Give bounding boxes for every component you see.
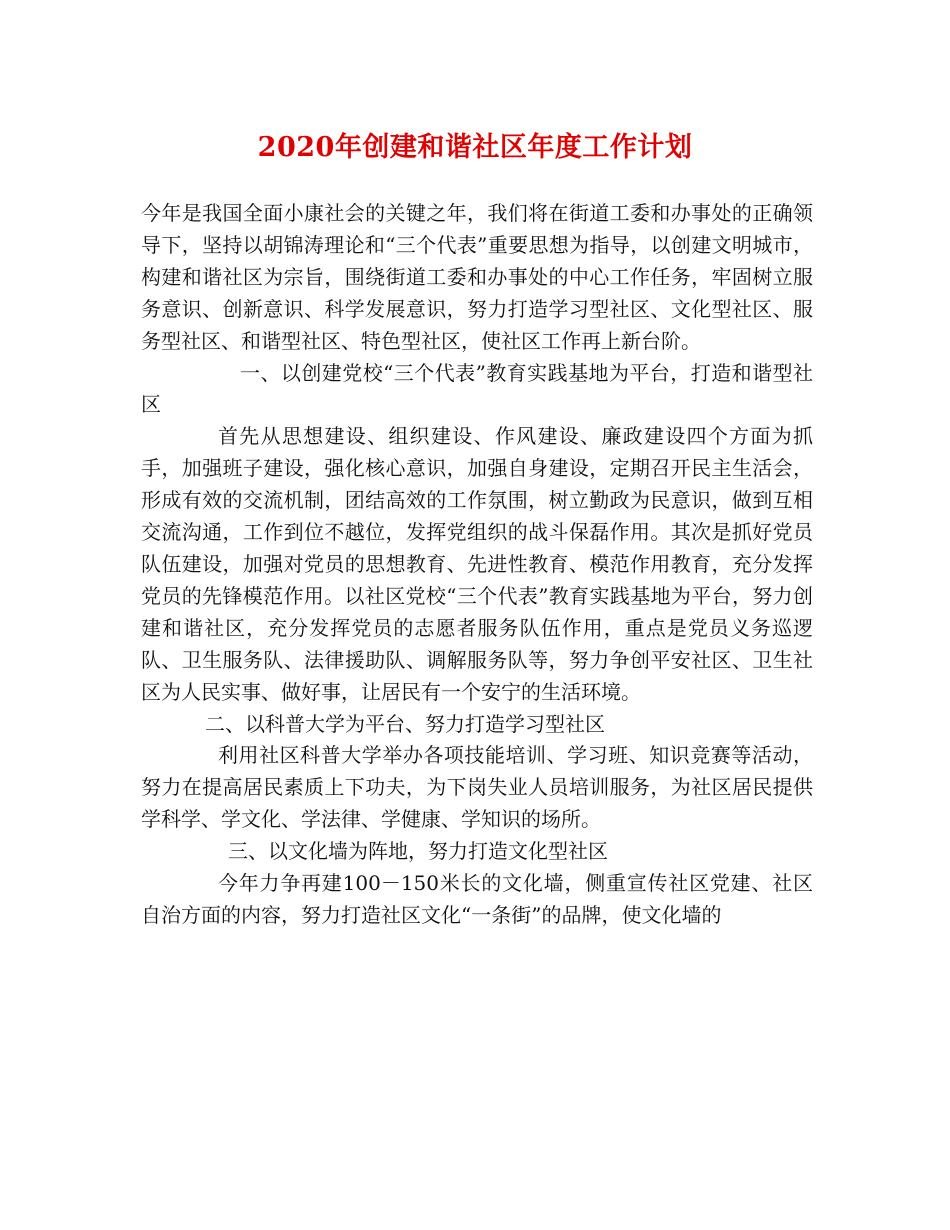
- paragraph-section-2: 利用社区科普大学举办各项技能培训、学习班、知识竞赛等活动，努力在提高居民素质上下功夫，为下岗失业人员培训服务，为社区居民提供学科学、学文化、学法律、学健康、学知识的场所。: [141, 743, 813, 832]
- section-heading-1: 一、以创建党校“三个代表”教育实践基地为平台，打造和谐型社区: [141, 360, 813, 417]
- paragraph-section-3: 今年力争再建100－150米长的文化墙，侧重宣传社区党建、社区自治方面的内容，努力打造社区文化“一条街”的品牌，使文化墙的: [141, 871, 813, 927]
- paragraph-section-1: 首先从思想建设、组织建设、作风建设、廉政建设四个方面为抓手，加强班子建设，强化核心意识，加强自身建设，定期召开民主生活会，形成有效的交流机制，团结高效的工作氛围，树立勤政为民意识，做到互相交流沟通，工作到位不越位，发挥党组织的战斗保磊作用。其次是抓好党员队伍建设，加强对党员的思想教育、先进性教育、模范作用教育，充分发挥党员的先锋模范作用。以社区党校“三个代表”教育实践基地为平台，努力创建和谐社区，充分发挥党员的志愿者服务队伍作用，重点是党员义务巡逻队、卫生服务队、法律援助队、调解服务队等，努力争创平安社区、卫生社区为人民实事、做好事，让居民有一个安宁的生活环境。: [141, 424, 813, 704]
- section-heading-3: 三、以文化墙为阵地，努力打造文化型社区: [228, 839, 608, 864]
- paragraph-intro: 今年是我国全面小康社会的关键之年，我们将在街道工委和办事处的正确领导下，坚持以胡锦涛理论和“三个代表”重要思想为指导，以创建文明城市，构建和谐社区为宗旨，围绕街道工委和办事处的中心工作任务，牢固树立服务意识、创新意识、科学发展意识，努力打造学习型社区、文化型社区、服务型社区、和谐型社区、特色型社区，使社区工作再上新台阶。: [141, 201, 813, 353]
- section-heading-2: 二、以科普大学为平台、努力打造学习型社区: [205, 711, 605, 736]
- document-body: [141, 198, 813, 932]
- document-title: 2020年创建和谐社区年度工作计划: [257, 132, 693, 163]
